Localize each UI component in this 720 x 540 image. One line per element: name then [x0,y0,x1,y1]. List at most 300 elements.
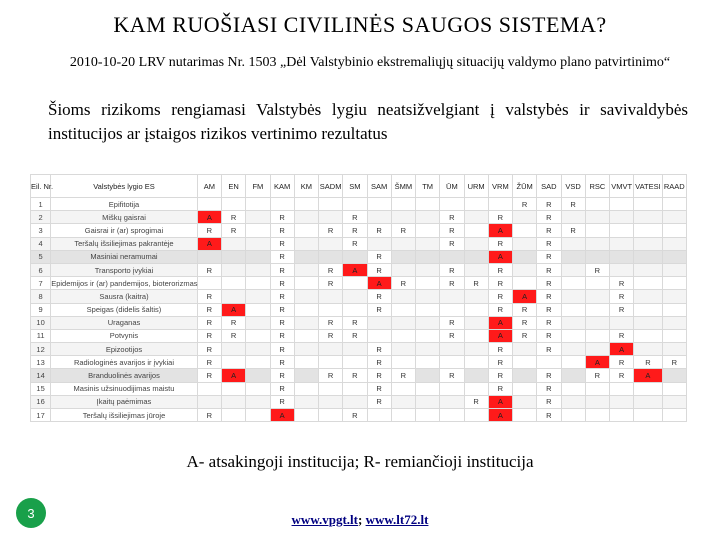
cell-urm [464,224,488,237]
cell-am: R [197,409,221,422]
cell-fm [246,329,270,342]
header-col-rsc: RSC [585,175,609,198]
cell-raad: R [662,356,686,369]
cell-sm [343,356,367,369]
cell-rsc [585,198,609,211]
cell-vsd [561,263,585,276]
cell-fm [246,224,270,237]
footer-link-vpgt[interactable]: www.vpgt.lt [291,512,358,527]
cell-šmm [391,303,415,316]
cell-sad: R [537,290,561,303]
cell-en: R [222,211,246,224]
cell-vatesi [634,409,662,422]
cell-kam: R [270,263,294,276]
cell-km [294,382,318,395]
cell-žūm [513,356,537,369]
cell-urm [464,263,488,276]
cell-žūm: A [513,290,537,303]
cell-vrm: A [488,329,512,342]
cell-vsd: R [561,198,585,211]
cell-vrm: R [488,263,512,276]
cell-sm [343,290,367,303]
row-number: 8 [31,290,51,303]
cell-žūm [513,237,537,250]
cell-vatesi [634,316,662,329]
cell-sadm: R [319,263,343,276]
row-number: 9 [31,303,51,316]
cell-vrm: A [488,395,512,408]
cell-sam: R [367,395,391,408]
cell-sadm [319,211,343,224]
cell-vrm [488,198,512,211]
table-row [31,211,687,224]
cell-ūm: R [440,316,464,329]
cell-fm [246,395,270,408]
cell-sm: R [343,409,367,422]
cell-sm: R [343,316,367,329]
cell-sad: R [537,211,561,224]
row-number: 7 [31,277,51,290]
cell-fm [246,237,270,250]
cell-sadm [319,356,343,369]
row-emergency-name: Epizootijos [51,343,198,356]
cell-sadm: R [319,316,343,329]
cell-ūm: R [440,329,464,342]
cell-šmm [391,250,415,263]
cell-tm [416,395,440,408]
cell-tm [416,369,440,382]
cell-ūm: R [440,369,464,382]
cell-ūm: R [440,277,464,290]
cell-vsd [561,277,585,290]
cell-sad: R [537,263,561,276]
cell-vatesi [634,224,662,237]
cell-en [222,343,246,356]
cell-rsc [585,409,609,422]
cell-urm [464,211,488,224]
cell-en: A [222,369,246,382]
cell-en [222,356,246,369]
cell-tm [416,198,440,211]
cell-sm [343,382,367,395]
table-row [31,303,687,316]
header-emergency-name: Valstybės lygio ES [51,175,198,198]
responsibility-grid [30,174,687,422]
row-emergency-name: Uraganas [51,316,198,329]
cell-vrm: R [488,290,512,303]
cell-vsd [561,382,585,395]
cell-ūm [440,250,464,263]
row-emergency-name: Masiniai neramumai [51,250,198,263]
cell-raad [662,290,686,303]
cell-am [197,250,221,263]
cell-km [294,356,318,369]
row-emergency-name: Teršalų išsiliejimas jūroje [51,409,198,422]
cell-tm [416,290,440,303]
cell-urm: R [464,277,488,290]
cell-raad [662,211,686,224]
cell-en [222,395,246,408]
cell-ūm: R [440,224,464,237]
cell-sam: R [367,250,391,263]
cell-sad: R [537,369,561,382]
cell-vmvt [610,395,634,408]
cell-vsd [561,290,585,303]
cell-vsd [561,356,585,369]
cell-vrm: R [488,303,512,316]
footer-separator: ; [358,512,363,527]
cell-kam: A [270,409,294,422]
responsibility-table [30,174,690,418]
table-row [31,198,687,211]
cell-km [294,303,318,316]
cell-fm [246,250,270,263]
cell-vmvt [610,224,634,237]
cell-šmm [391,263,415,276]
cell-raad [662,395,686,408]
cell-vatesi [634,329,662,342]
cell-vmvt [610,409,634,422]
cell-raad [662,277,686,290]
cell-urm [464,250,488,263]
cell-sam: R [367,369,391,382]
cell-kam: R [270,356,294,369]
cell-šmm [391,395,415,408]
cell-fm [246,263,270,276]
cell-šmm [391,343,415,356]
cell-urm [464,382,488,395]
legend-text: A- atsakingoji institucija; R- remiančioji institucija [186,452,534,471]
cell-ūm: R [440,237,464,250]
cell-kam: R [270,277,294,290]
cell-fm [246,303,270,316]
header-col-am: AM [197,175,221,198]
cell-tm [416,316,440,329]
table-row [31,369,687,382]
cell-žūm [513,369,537,382]
table-row [31,409,687,422]
cell-km [294,211,318,224]
cell-en: R [222,224,246,237]
cell-ūm [440,290,464,303]
cell-sam: R [367,303,391,316]
cell-vsd [561,237,585,250]
row-emergency-name: Radiologinės avarijos ir įvykiai [51,356,198,369]
cell-vsd [561,395,585,408]
cell-sad: R [537,395,561,408]
cell-raad [662,409,686,422]
cell-vsd [561,343,585,356]
row-number: 3 [31,224,51,237]
cell-km [294,409,318,422]
cell-vatesi: R [634,356,662,369]
cell-sm: R [343,237,367,250]
row-emergency-name: Teršalų išsiliejimas pakrantėje [51,237,198,250]
table-row [31,290,687,303]
cell-sm [343,303,367,316]
cell-sad: R [537,237,561,250]
row-number: 5 [31,250,51,263]
cell-kam: R [270,382,294,395]
header-col-vrm: VRM [488,175,512,198]
cell-raad [662,329,686,342]
cell-raad [662,224,686,237]
cell-sad: R [537,303,561,316]
cell-kam: R [270,329,294,342]
cell-rsc [585,290,609,303]
cell-rsc: R [585,369,609,382]
footer-links [0,512,720,528]
cell-sam: R [367,224,391,237]
cell-vrm: A [488,250,512,263]
cell-sam: R [367,263,391,276]
cell-šmm [391,329,415,342]
cell-sad [537,356,561,369]
row-number: 12 [31,343,51,356]
cell-šmm [391,237,415,250]
cell-vatesi [634,250,662,263]
cell-vmvt [610,316,634,329]
cell-fm [246,356,270,369]
cell-žūm [513,263,537,276]
cell-žūm [513,250,537,263]
cell-tm [416,237,440,250]
cell-vmvt [610,263,634,276]
cell-rsc [585,250,609,263]
table-row [31,277,687,290]
page-number-badge: 3 [16,498,46,528]
cell-vmvt: A [610,343,634,356]
cell-km [294,316,318,329]
row-emergency-name: Masinis užsinuodijimas maistu [51,382,198,395]
cell-am [197,395,221,408]
cell-sadm [319,250,343,263]
cell-šmm [391,409,415,422]
cell-urm [464,303,488,316]
cell-urm [464,409,488,422]
cell-kam: R [270,316,294,329]
cell-sam [367,237,391,250]
row-number: 14 [31,369,51,382]
table-row [31,329,687,342]
cell-vatesi [634,263,662,276]
cell-sad: R [537,329,561,342]
cell-vmvt [610,382,634,395]
cell-vmvt: R [610,303,634,316]
cell-am: R [197,290,221,303]
cell-en [222,277,246,290]
cell-vmvt [610,211,634,224]
row-number: 11 [31,329,51,342]
cell-žūm: R [513,303,537,316]
cell-sm: R [343,369,367,382]
header-col-šmm: ŠMM [391,175,415,198]
cell-vmvt: R [610,290,634,303]
cell-en: R [222,329,246,342]
header-col-vmvt: VMVT [610,175,634,198]
cell-am: R [197,263,221,276]
cell-vsd [561,329,585,342]
cell-sadm [319,290,343,303]
row-emergency-name: Transporto įvykiai [51,263,198,276]
cell-km [294,263,318,276]
cell-ūm [440,343,464,356]
cell-žūm [513,382,537,395]
cell-en [222,382,246,395]
row-emergency-name: Miškų gaisrai [51,211,198,224]
cell-sam: R [367,343,391,356]
table-row [31,356,687,369]
cell-vrm: R [488,343,512,356]
row-emergency-name: Gaisrai ir (ar) sprogimai [51,224,198,237]
cell-en [222,290,246,303]
cell-rsc [585,237,609,250]
header-col-sam: SAM [367,175,391,198]
cell-sm [343,277,367,290]
cell-en [222,250,246,263]
cell-kam: R [270,343,294,356]
cell-ūm [440,356,464,369]
cell-km [294,395,318,408]
cell-šmm [391,356,415,369]
row-number: 17 [31,409,51,422]
cell-kam: R [270,237,294,250]
cell-sm [343,343,367,356]
cell-km [294,224,318,237]
cell-tm [416,382,440,395]
cell-km [294,329,318,342]
header-col-sad: SAD [537,175,561,198]
cell-tm [416,224,440,237]
header-row-number: Eil. Nr. [31,175,51,198]
row-emergency-name: Branduolinės avarijos [51,369,198,382]
cell-fm [246,343,270,356]
row-number: 1 [31,198,51,211]
cell-žūm [513,277,537,290]
cell-vatesi [634,343,662,356]
cell-rsc: R [585,263,609,276]
cell-ūm [440,382,464,395]
cell-raad [662,343,686,356]
cell-kam: R [270,250,294,263]
cell-žūm: R [513,329,537,342]
cell-km [294,277,318,290]
cell-sad: R [537,343,561,356]
cell-am [197,382,221,395]
cell-km [294,343,318,356]
cell-raad [662,369,686,382]
cell-sam: A [367,277,391,290]
cell-fm [246,316,270,329]
cell-sm [343,250,367,263]
header-col-en: EN [222,175,246,198]
cell-rsc: A [585,356,609,369]
cell-vatesi [634,277,662,290]
row-emergency-name: Epifitotija [51,198,198,211]
cell-sm: R [343,329,367,342]
cell-vsd [561,303,585,316]
cell-vsd [561,409,585,422]
cell-sam: R [367,290,391,303]
row-number: 15 [31,382,51,395]
cell-sm [343,198,367,211]
cell-vrm: R [488,211,512,224]
cell-km [294,198,318,211]
row-number: 4 [31,237,51,250]
cell-sadm [319,382,343,395]
header-col-vsd: VSD [561,175,585,198]
cell-en [222,409,246,422]
table-row [31,382,687,395]
cell-kam: R [270,303,294,316]
cell-am: A [197,237,221,250]
cell-šmm: R [391,369,415,382]
cell-tm [416,303,440,316]
cell-sam [367,198,391,211]
cell-vmvt: R [610,329,634,342]
cell-kam [270,198,294,211]
cell-am [197,277,221,290]
cell-urm [464,290,488,303]
cell-en: A [222,303,246,316]
cell-vmvt [610,198,634,211]
cell-urm [464,343,488,356]
cell-žūm [513,343,537,356]
cell-sad: R [537,277,561,290]
table-row [31,395,687,408]
cell-vrm: R [488,369,512,382]
cell-km [294,369,318,382]
cell-km [294,250,318,263]
cell-raad [662,237,686,250]
cell-tm [416,263,440,276]
cell-tm [416,329,440,342]
cell-ūm: R [440,263,464,276]
row-number: 16 [31,395,51,408]
cell-vsd [561,211,585,224]
cell-rsc [585,343,609,356]
cell-sad: R [537,250,561,263]
table-row [31,316,687,329]
row-number: 13 [31,356,51,369]
cell-vatesi [634,303,662,316]
cell-fm [246,369,270,382]
cell-sadm: R [319,277,343,290]
slide-title: KAM RUOŠIASI CIVILINĖS SAUGOS SISTEMA? [113,12,607,37]
slide-subtitle: 2010-10-20 LRV nutarimas Nr. 1503 „Dėl Valstybinio ekstremaliųjų situacijų valdymo plano patvirtinimo“ [69,55,671,70]
cell-en [222,198,246,211]
footer-link-lt72[interactable]: www.lt72.lt [365,512,429,527]
cell-fm [246,409,270,422]
cell-kam: R [270,369,294,382]
cell-žūm [513,395,537,408]
cell-žūm [513,211,537,224]
cell-en [222,263,246,276]
cell-tm [416,356,440,369]
cell-rsc [585,303,609,316]
cell-am: A [197,211,221,224]
cell-en: R [222,316,246,329]
cell-urm [464,316,488,329]
cell-am: R [197,329,221,342]
cell-ūm [440,395,464,408]
header-col-kam: KAM [270,175,294,198]
cell-rsc [585,211,609,224]
row-emergency-name: Epidemijos ir (ar) pandemijos, bioterorizmas [51,277,198,290]
cell-sm [343,395,367,408]
cell-vrm: R [488,277,512,290]
cell-vmvt [610,237,634,250]
